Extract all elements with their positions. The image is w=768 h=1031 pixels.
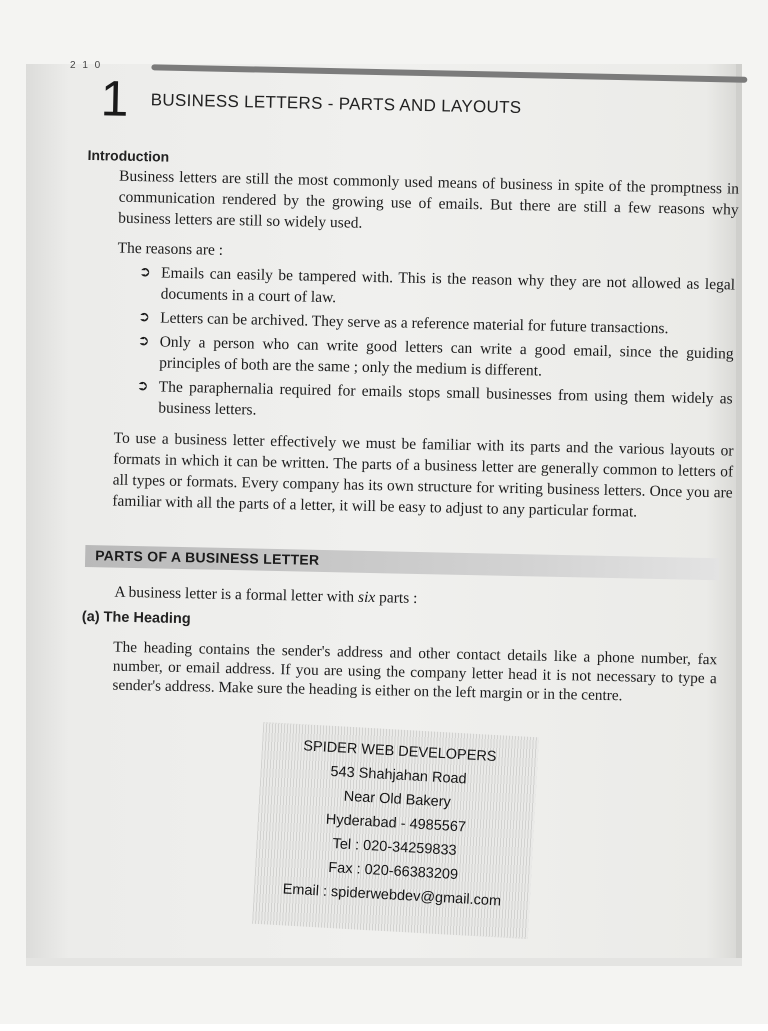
list-item (136, 376, 733, 430)
bullet-text: The paraphernalia required for emails stops small businesses from using them widely as business letters. (158, 378, 733, 419)
chapter-title-rule (151, 64, 747, 82)
right-arrow-circle-icon: ➲ (137, 333, 150, 350)
bullet-text: Letters can be archived. They serve as a reference material for future transactions. (159, 309, 669, 338)
letterhead-telephone: Tel : 020-34259833 (332, 836, 457, 859)
parts-intro (114, 584, 417, 608)
introduction-heading: Introduction (87, 146, 170, 165)
closing-paragraph: To use a business letter effectively we must be familiar with its parts and the various layouts or formats in which it can be written. The parts of a business letter are generally common to letters of all types or formats. Every company has its own structure for writing business letters. Once you are familiar with all the parts of a letter, it will be easy to adjust to any particular format. (112, 429, 734, 521)
letterhead-landmark: Near Old Bakery (343, 788, 452, 811)
letterhead-street: 543 Shahjahan Road (330, 763, 468, 788)
parts-intro-start: A business letter is a formal letter with (114, 583, 359, 606)
introduction-paragraph: Business letters are still the most commonly used means of business in spite of the promptness in communication rendered by the growing use of emails. But there are still a few reasons why business letters are still so widely used. (118, 167, 740, 232)
right-arrow-circle-icon: ➲ (138, 309, 151, 326)
heading-paragraph: The heading contains the sender's address and other contact details like a phone number, fax number, or email address. If you are using the company letter head it is not necessary to type a sender's address. Make sure the heading is either on the left margin or in the centre. (112, 638, 718, 705)
reasons-list (136, 262, 735, 433)
page-number-fragment: 2 1 0 (70, 60, 103, 71)
parts-intro-emphasis: six (357, 588, 376, 607)
chapter-title: BUSINESS LETTERS - PARTS AND LAYOUTS (150, 90, 522, 118)
letterhead-fax: Fax : 020-66383209 (327, 859, 459, 884)
section-title: PARTS OF A BUSINESS LETTER (95, 547, 320, 568)
letterhead-email: Email : spiderwebdev@gmail.com (282, 881, 502, 910)
parts-intro-end: parts : (375, 589, 418, 607)
letterhead-city: Hyderabad - 4985567 (325, 811, 467, 836)
letterhead-sample (252, 722, 539, 939)
heading-subsection-title: (a) The Heading (81, 608, 191, 628)
reasons-label: The reasons are : (117, 239, 224, 259)
letterhead-company-name: SPIDER WEB DEVELOPERS (302, 738, 497, 766)
chapter-number: 1 (100, 70, 130, 127)
right-arrow-circle-icon: ➲ (138, 264, 152, 281)
bullet-text: Only a person who can write good letters can write a good email, since the guiding principles of both are the same ; only the medium is different. (159, 333, 734, 380)
right-arrow-circle-icon: ➲ (136, 378, 149, 395)
bullet-text: Emails can easily be tampered with. This is the reason why they are not allowed as legal documents in a court of law. (160, 264, 736, 307)
